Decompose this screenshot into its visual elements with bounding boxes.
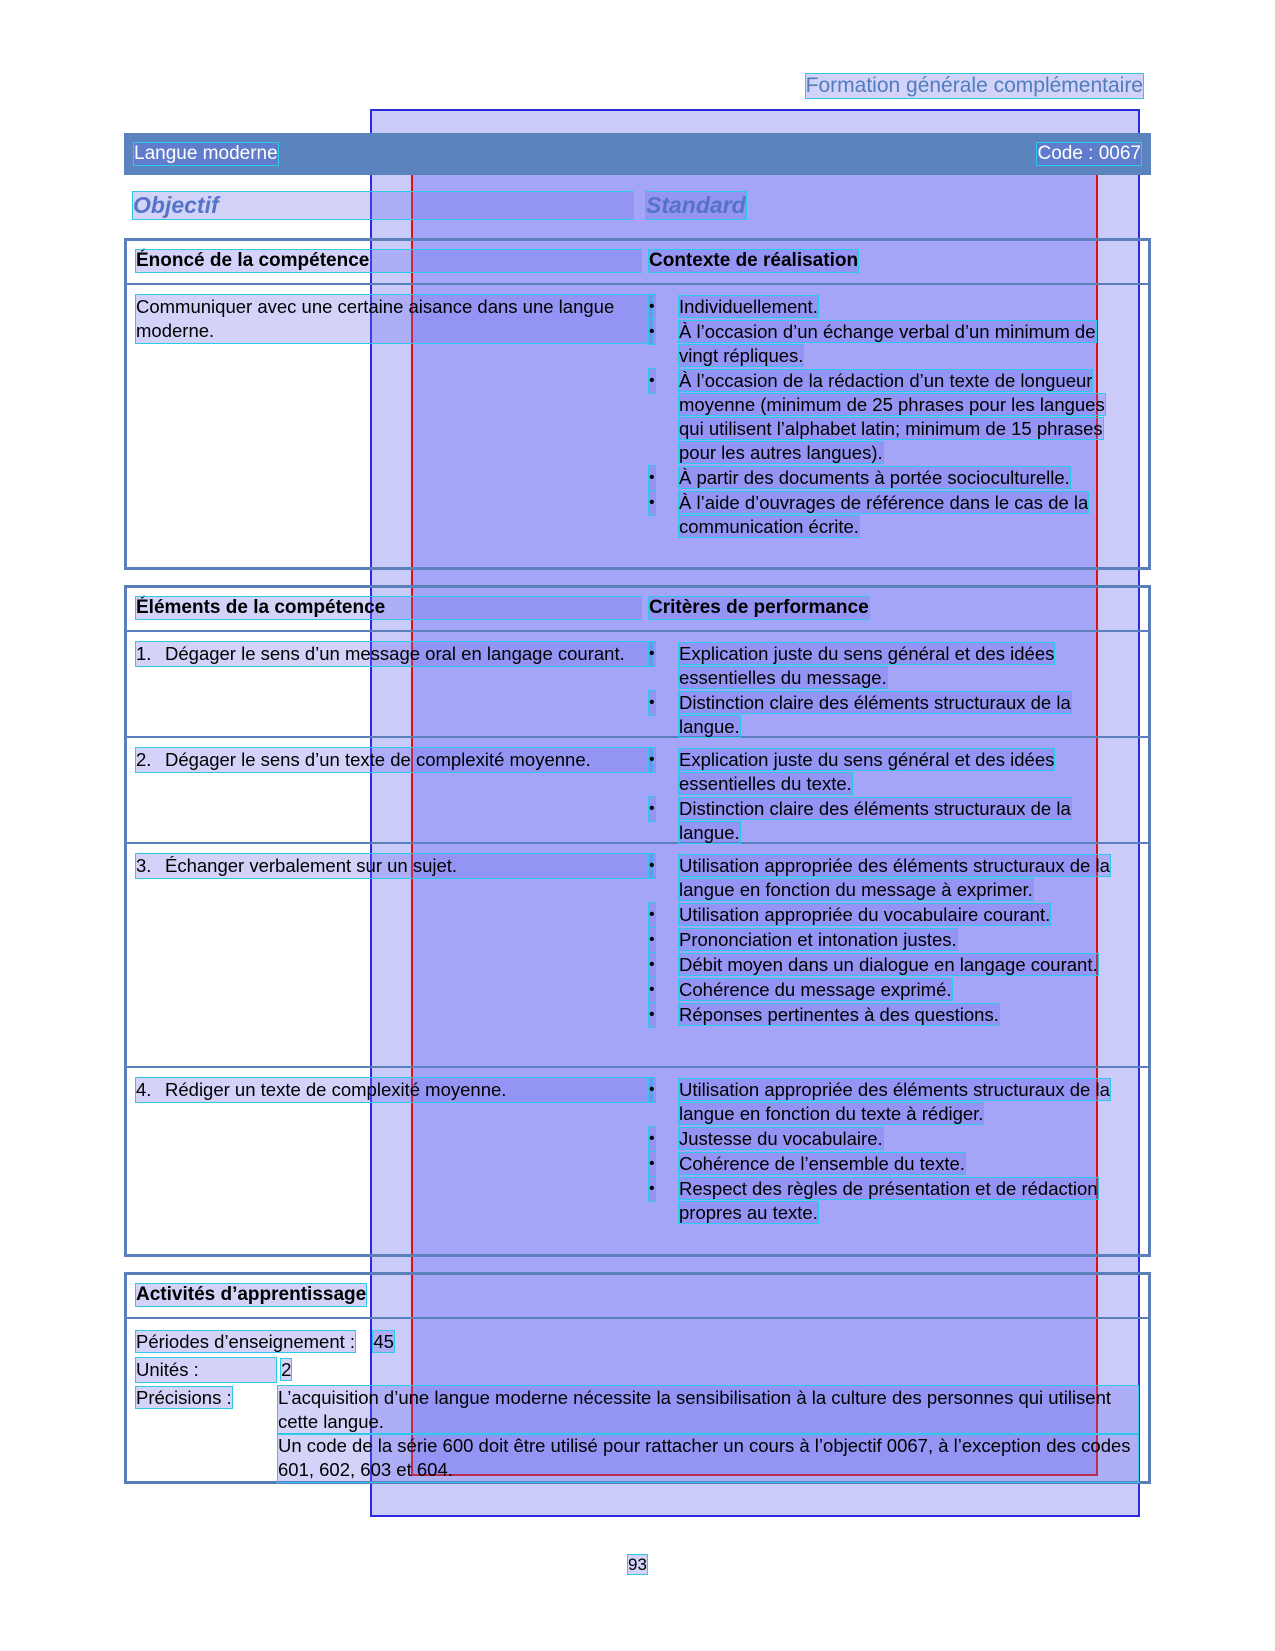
element-row [127,1068,1148,1224]
precisions-text [278,1386,1138,1482]
context-item-text: À partir des documents à portée socioculturelle. [679,467,1070,488]
context-item-text: À l’occasion de la rédaction d’un texte de longueur moyenne (minimum de 25 phrases pour les langues qui utilisent l’alphabet latin; minimum de 15 phrases pour les autres langues). [679,370,1105,463]
activities-box [124,1272,1151,1484]
criteria-cell [649,854,1124,1028]
precisions-row [136,1386,1146,1486]
criterion-item [649,748,1124,796]
bullet-icon: • [649,320,655,344]
element-text: Échanger verbalement sur un sujet. [165,855,458,876]
bullet-icon: • [649,1127,655,1151]
criterion-text: Cohérence de l’ensemble du texte. [679,1153,965,1174]
bullet-icon: • [649,1152,655,1176]
element-row [127,632,1148,738]
bullet-icon: • [649,295,655,319]
criterion-text: Explication juste du sens général et des idées essentielles du texte. [679,749,1055,794]
criterion-item [649,797,1124,845]
criterion-item [649,1152,1124,1176]
criterion-text: Justesse du vocabulaire. [679,1128,883,1149]
element-number: 4. [136,1079,152,1100]
bullet-icon: • [649,466,655,490]
context-item [649,295,1124,319]
element-text: Dégager le sens d’un message oral en langage courant. [165,643,625,664]
elements-box-header [127,588,1148,632]
criterion-item [649,1003,1124,1027]
precisions-paragraph-1: L’acquisition d’une langue moderne nécessite la sensibilisation à la culture des personnes qui utilisent cette langue. [278,1386,1138,1434]
periods-label: Périodes d’enseignement : [136,1331,356,1352]
criteria-heading: Critères de performance [649,597,869,618]
element-cell [136,642,625,666]
element-cell [136,1078,606,1102]
element-number: 1. [136,643,152,664]
context-list [649,295,1124,540]
criterion-item [649,978,1124,1002]
context-item-text: Individuellement. [679,296,818,317]
course-band [124,133,1151,175]
context-item [649,466,1124,490]
bullet-icon: • [649,1003,655,1027]
competence-statement: Communiquer avec une certaine aisance dans une langue moderne. [136,295,652,343]
bullet-icon: • [649,1078,655,1102]
criterion-item [649,642,1124,690]
context-item [649,491,1124,539]
element-text: Dégager le sens d’un texte de complexité moyenne. [165,749,591,770]
criterion-text: Distinction claire des éléments structuraux de la langue. [679,692,1071,737]
bullet-icon: • [649,854,655,878]
context-item-text: À l’aide d’ouvrages de référence dans le cas de la communication écrite. [679,492,1089,537]
criterion-text: Explication juste du sens général et des idées essentielles du message. [679,643,1055,688]
course-title: Langue moderne [134,143,278,164]
bullet-icon: • [649,748,655,772]
bullet-icon: • [649,903,655,927]
element-row [127,844,1148,1068]
bullet-icon: • [649,369,655,393]
periods-value: 45 [373,1331,394,1352]
criterion-item [649,854,1124,902]
bullet-icon: • [649,953,655,977]
competence-statement-heading: Énoncé de la compétence [136,250,641,272]
units-value: 2 [281,1359,292,1380]
precisions-paragraph-2: Un code de la série 600 doit être utilisé pour rattacher un cours à l’objectif 0067, à l’exception des codes 601, 602, 603 et 604. [278,1434,1138,1482]
bullet-icon: • [649,797,655,821]
bullet-icon: • [649,642,655,666]
course-code: Code : 0067 [1037,143,1141,164]
criterion-item [649,1127,1124,1151]
bullet-icon: • [649,491,655,515]
criterion-text: Prononciation et intonation justes. [679,929,957,950]
criterion-item [649,953,1124,977]
elements-box [124,585,1151,1257]
competence-box-header [127,241,1148,285]
criterion-text: Utilisation appropriée du vocabulaire courant. [679,904,1051,925]
element-item [136,642,652,666]
criteria-cell [649,642,1124,740]
competence-box [124,238,1151,570]
objective-title: Objectif [133,192,633,219]
context-heading: Contexte de réalisation [649,250,859,271]
activities-heading: Activités d’apprentissage [136,1284,367,1305]
periods-row [136,1330,394,1354]
standard-title: Standard [646,192,746,218]
bullet-icon: • [649,691,655,715]
element-number: 2. [136,749,152,770]
criterion-item [649,903,1124,927]
precisions-label: Précisions : [136,1387,232,1408]
element-row [127,738,1148,844]
elements-heading: Éléments de la compétence [136,597,641,619]
criteria-cell [649,1078,1124,1226]
criterion-text: Distinction claire des éléments structuraux de la langue. [679,798,1071,843]
page-number-wrap [0,1555,1275,1575]
element-cell [136,854,606,878]
element-item [136,1078,652,1102]
activities-box-header [127,1275,1148,1319]
element-item [136,854,652,878]
criterion-text: Utilisation appropriée des éléments structuraux de la langue en fonction du message à exprimer. [679,855,1110,900]
element-text: Rédiger un texte de complexité moyenne. [165,1079,507,1100]
element-cell [136,748,606,772]
criterion-item [649,1177,1124,1225]
bullet-icon: • [649,978,655,1002]
context-item [649,369,1124,465]
page-number: 93 [628,1555,647,1574]
units-row [136,1358,291,1382]
element-number: 3. [136,855,152,876]
criteria-cell [649,748,1124,846]
criterion-text: Cohérence du message exprimé. [679,979,952,1000]
criterion-item [649,928,1124,952]
element-item [136,748,652,772]
criterion-text: Utilisation appropriée des éléments structuraux de la langue en fonction du texte à rédiger. [679,1079,1110,1124]
bullet-icon: • [649,1177,655,1201]
criterion-text: Réponses pertinentes à des questions. [679,1004,999,1025]
criterion-item [649,691,1124,739]
criterion-text: Débit moyen dans un dialogue en langage courant. [679,954,1098,975]
running-header: Formation générale complémentaire [805,74,1143,97]
units-label: Unités : [136,1358,276,1382]
criterion-item [649,1078,1124,1126]
competence-row [127,285,1148,567]
bullet-icon: • [649,928,655,952]
criterion-text: Respect des règles de présentation et de rédaction propres au texte. [679,1178,1098,1223]
context-item-text: À l’occasion d’un échange verbal d’un minimum de vingt répliques. [679,321,1096,366]
context-item [649,320,1124,368]
